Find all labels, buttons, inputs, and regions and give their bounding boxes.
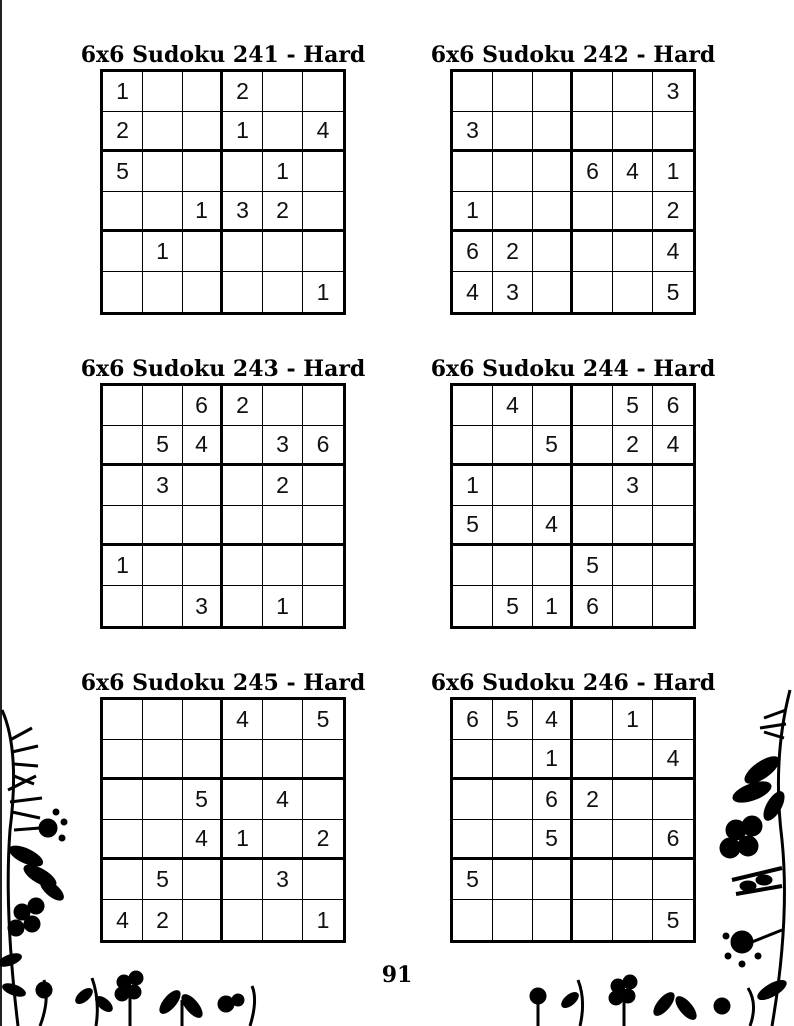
sudoku-cell: 1 (143, 232, 183, 272)
sudoku-cell (653, 546, 693, 586)
sudoku-cell (613, 112, 653, 152)
sudoku-cell: 5 (143, 860, 183, 900)
sudoku-cell (493, 740, 533, 780)
sudoku-cell (183, 232, 223, 272)
sudoku-cell: 6 (533, 780, 573, 820)
sudoku-cell (573, 740, 613, 780)
sudoku-cell (103, 780, 143, 820)
sudoku-cell (263, 820, 303, 860)
sudoku-cell (533, 192, 573, 232)
sudoku-cell (493, 426, 533, 466)
sudoku-cell (143, 386, 183, 426)
sudoku-cell (223, 740, 263, 780)
sudoku-cell (573, 860, 613, 900)
sudoku-cell (303, 72, 343, 112)
sudoku-cell (573, 192, 613, 232)
sudoku-cell (263, 232, 303, 272)
sudoku-cell (103, 272, 143, 312)
sudoku-cell (303, 780, 343, 820)
sudoku-cell (573, 820, 613, 860)
page-number: 91 (381, 962, 413, 988)
sudoku-cell: 2 (103, 112, 143, 152)
sudoku-cell: 4 (103, 900, 143, 940)
sudoku-cell: 2 (573, 780, 613, 820)
sudoku-cell (183, 740, 223, 780)
sudoku-cell: 2 (143, 900, 183, 940)
sudoku-cell (453, 780, 493, 820)
sudoku-cell (573, 426, 613, 466)
puzzle-title-242: 6x6 Sudoku 242 - Hard (430, 42, 716, 68)
sudoku-cell (653, 466, 693, 506)
sudoku-grid-241 (100, 69, 346, 315)
sudoku-cell (103, 426, 143, 466)
sudoku-cell (613, 192, 653, 232)
sudoku-cell (263, 900, 303, 940)
sudoku-cell: 3 (613, 466, 653, 506)
sudoku-cell: 2 (223, 386, 263, 426)
sudoku-cell (613, 860, 653, 900)
sudoku-cell (103, 820, 143, 860)
sudoku-cell: 1 (103, 546, 143, 586)
sudoku-cell (533, 272, 573, 312)
sudoku-cell: 6 (453, 700, 493, 740)
sudoku-cell: 5 (453, 506, 493, 546)
sudoku-cell (613, 780, 653, 820)
sudoku-cell: 1 (453, 466, 493, 506)
sudoku-cell: 6 (453, 232, 493, 272)
sudoku-cell: 1 (653, 152, 693, 192)
sudoku-cell (143, 700, 183, 740)
sudoku-cell (143, 780, 183, 820)
sudoku-cell (493, 112, 533, 152)
sudoku-cell (453, 426, 493, 466)
sudoku-cell (303, 740, 343, 780)
sudoku-cell: 3 (653, 72, 693, 112)
sudoku-cell (453, 72, 493, 112)
sudoku-cell (533, 386, 573, 426)
sudoku-cell (143, 546, 183, 586)
sudoku-cell: 4 (653, 740, 693, 780)
sudoku-cell: 1 (316, 906, 330, 933)
sudoku-cell: 1 (533, 740, 573, 780)
sudoku-grid-244 (450, 383, 696, 629)
sudoku-cell (453, 546, 493, 586)
sudoku-cell (263, 386, 303, 426)
puzzle-title-245: 6x6 Sudoku 245 - Hard (80, 670, 366, 696)
sudoku-cell: 4 (493, 386, 533, 426)
sudoku-cell (223, 152, 263, 192)
sudoku-cell: 4 (263, 780, 303, 820)
sudoku-cell (303, 386, 343, 426)
sudoku-cell (303, 546, 343, 586)
sudoku-cell (103, 700, 143, 740)
sudoku-cell: 2 (263, 466, 303, 506)
sudoku-cell: 1 (453, 192, 493, 232)
sudoku-cell: 5 (493, 700, 533, 740)
sudoku-cell: 4 (223, 700, 263, 740)
sudoku-cell (103, 586, 143, 626)
sudoku-cell (493, 820, 533, 860)
sudoku-cell: 5 (666, 906, 680, 933)
sudoku-cell: 5 (103, 152, 143, 192)
sudoku-cell: 3 (453, 112, 493, 152)
sudoku-cell: 6 (303, 426, 343, 466)
sudoku-cell (103, 506, 143, 546)
sudoku-cell (493, 900, 533, 940)
sudoku-cell (533, 900, 573, 940)
sudoku-cell (183, 860, 223, 900)
sudoku-cell: 1 (223, 820, 263, 860)
sudoku-cell: 5 (143, 426, 183, 466)
sudoku-cell: 3 (223, 192, 263, 232)
sudoku-cell (303, 152, 343, 192)
sudoku-cell (533, 860, 573, 900)
sudoku-cell (303, 506, 343, 546)
sudoku-cell (613, 272, 653, 312)
sudoku-cell (263, 700, 303, 740)
sudoku-cell (143, 72, 183, 112)
sudoku-cell (493, 192, 533, 232)
sudoku-cell (653, 586, 693, 626)
sudoku-cell (573, 112, 613, 152)
sudoku-cell (613, 546, 653, 586)
sudoku-cell: 2 (303, 820, 343, 860)
sudoku-cell (303, 860, 343, 900)
sudoku-cell: 6 (653, 820, 693, 860)
sudoku-cell (493, 546, 533, 586)
sudoku-cell: 6 (653, 386, 693, 426)
sudoku-cell (103, 232, 143, 272)
sudoku-cell (453, 900, 493, 940)
sudoku-grid-243 (100, 383, 346, 629)
sudoku-cell (453, 586, 493, 626)
sudoku-cell (533, 72, 573, 112)
sudoku-cell (653, 506, 693, 546)
sudoku-cell (143, 152, 183, 192)
sudoku-cell (143, 820, 183, 860)
sudoku-cell (303, 586, 343, 626)
sudoku-cell (493, 72, 533, 112)
sudoku-cell (613, 506, 653, 546)
sudoku-cell (573, 900, 613, 940)
sudoku-cell: 3 (493, 272, 533, 312)
puzzle-title-241: 6x6 Sudoku 241 - Hard (80, 42, 366, 68)
sudoku-cell (493, 506, 533, 546)
sudoku-cell (493, 152, 533, 192)
sudoku-cell: 1 (613, 700, 653, 740)
sudoku-cell (533, 232, 573, 272)
sudoku-cell (613, 740, 653, 780)
sudoku-cell (223, 780, 263, 820)
sudoku-cell: 4 (533, 506, 573, 546)
sudoku-cell (223, 426, 263, 466)
sudoku-cell: 6 (573, 586, 613, 626)
sudoku-grid-245 (100, 697, 346, 943)
sudoku-cell (263, 72, 303, 112)
sudoku-cell (183, 72, 223, 112)
sudoku-cell (573, 506, 613, 546)
sudoku-cell (143, 272, 183, 312)
sudoku-cell (223, 232, 263, 272)
sudoku-grid-242 (450, 69, 696, 315)
sudoku-cell (303, 232, 343, 272)
sudoku-cell (143, 586, 183, 626)
sudoku-cell (453, 386, 493, 426)
sudoku-cell (533, 466, 573, 506)
sudoku-cell (183, 546, 223, 586)
sudoku-cell: 4 (653, 426, 693, 466)
puzzle-title-243: 6x6 Sudoku 243 - Hard (80, 356, 366, 382)
sudoku-cell (573, 386, 613, 426)
sudoku-cell: 1 (263, 586, 303, 626)
sudoku-cell (143, 112, 183, 152)
sudoku-cell (223, 860, 263, 900)
sudoku-cell: 5 (573, 546, 613, 586)
sudoku-cell (653, 780, 693, 820)
sudoku-cell: 2 (493, 232, 533, 272)
sudoku-cell (613, 820, 653, 860)
sudoku-cell (493, 860, 533, 900)
sudoku-cell (263, 506, 303, 546)
sudoku-cell (263, 546, 303, 586)
sudoku-cell: 1 (183, 192, 223, 232)
sudoku-cell (103, 386, 143, 426)
sudoku-cell (573, 72, 613, 112)
sudoku-cell (573, 272, 613, 312)
sudoku-cell: 3 (263, 426, 303, 466)
sudoku-cell (143, 192, 183, 232)
sudoku-cell (223, 466, 263, 506)
sudoku-cell: 6 (573, 152, 613, 192)
sudoku-cell (183, 900, 223, 940)
sudoku-cell: 5 (666, 278, 680, 305)
sudoku-cell (223, 900, 263, 940)
sudoku-cell (573, 232, 613, 272)
sudoku-cell (613, 232, 653, 272)
sudoku-cell: 1 (103, 72, 143, 112)
sudoku-cell: 5 (453, 860, 493, 900)
sudoku-cell (653, 700, 693, 740)
sudoku-cell: 4 (183, 820, 223, 860)
sudoku-cell (533, 546, 573, 586)
sudoku-cell: 5 (613, 386, 653, 426)
sudoku-cell (223, 272, 263, 312)
sudoku-cell: 3 (183, 586, 223, 626)
sudoku-cell: 2 (653, 192, 693, 232)
sudoku-cell (303, 466, 343, 506)
sudoku-cell (653, 860, 693, 900)
sudoku-cell: 3 (143, 466, 183, 506)
sudoku-cell: 2 (263, 192, 303, 232)
sudoku-cell: 6 (183, 386, 223, 426)
sudoku-cell: 3 (263, 860, 303, 900)
sudoku-cell: 5 (493, 586, 533, 626)
sudoku-cell (613, 900, 653, 940)
sudoku-cell (183, 152, 223, 192)
sudoku-cell (653, 112, 693, 152)
sudoku-cell (453, 820, 493, 860)
sudoku-cell: 4 (533, 700, 573, 740)
sudoku-cell: 2 (613, 426, 653, 466)
sudoku-cell: 1 (533, 586, 573, 626)
sudoku-cell: 4 (613, 152, 653, 192)
sudoku-cell (103, 740, 143, 780)
sudoku-cell (263, 740, 303, 780)
sudoku-cell: 4 (303, 112, 343, 152)
sudoku-cell (183, 112, 223, 152)
puzzle-title-246: 6x6 Sudoku 246 - Hard (430, 670, 716, 696)
sudoku-cell (493, 780, 533, 820)
sudoku-cell (183, 700, 223, 740)
sudoku-grid-246 (450, 697, 696, 943)
sudoku-cell (103, 860, 143, 900)
sudoku-cell (223, 586, 263, 626)
puzzle-title-244: 6x6 Sudoku 244 - Hard (430, 356, 716, 382)
sudoku-cell (223, 546, 263, 586)
sudoku-cell (573, 466, 613, 506)
sudoku-cell (453, 152, 493, 192)
sudoku-cell (223, 506, 263, 546)
sudoku-cell (493, 466, 533, 506)
sudoku-cell (183, 466, 223, 506)
sudoku-cell: 1 (263, 152, 303, 192)
sudoku-cell (573, 700, 613, 740)
sudoku-cell: 4 (183, 426, 223, 466)
sudoku-cell: 4 (653, 232, 693, 272)
sudoku-cell (533, 152, 573, 192)
sudoku-cell: 5 (533, 426, 573, 466)
sudoku-cell: 5 (183, 780, 223, 820)
sudoku-cell: 5 (533, 820, 573, 860)
sudoku-cell (103, 192, 143, 232)
sudoku-cell (103, 466, 143, 506)
sudoku-cell (303, 192, 343, 232)
sudoku-cell (453, 740, 493, 780)
sudoku-cell (183, 272, 223, 312)
sudoku-cell: 5 (303, 700, 343, 740)
sudoku-cell: 2 (223, 72, 263, 112)
sudoku-cell (613, 586, 653, 626)
sudoku-cell: 1 (316, 278, 330, 305)
sudoku-cell (263, 112, 303, 152)
sudoku-cell (263, 272, 303, 312)
sudoku-cell (143, 506, 183, 546)
sudoku-cell: 1 (223, 112, 263, 152)
sudoku-cell (183, 506, 223, 546)
sudoku-cell (533, 112, 573, 152)
sudoku-cell (613, 72, 653, 112)
sudoku-cell: 4 (453, 272, 493, 312)
sudoku-cell (143, 740, 183, 780)
